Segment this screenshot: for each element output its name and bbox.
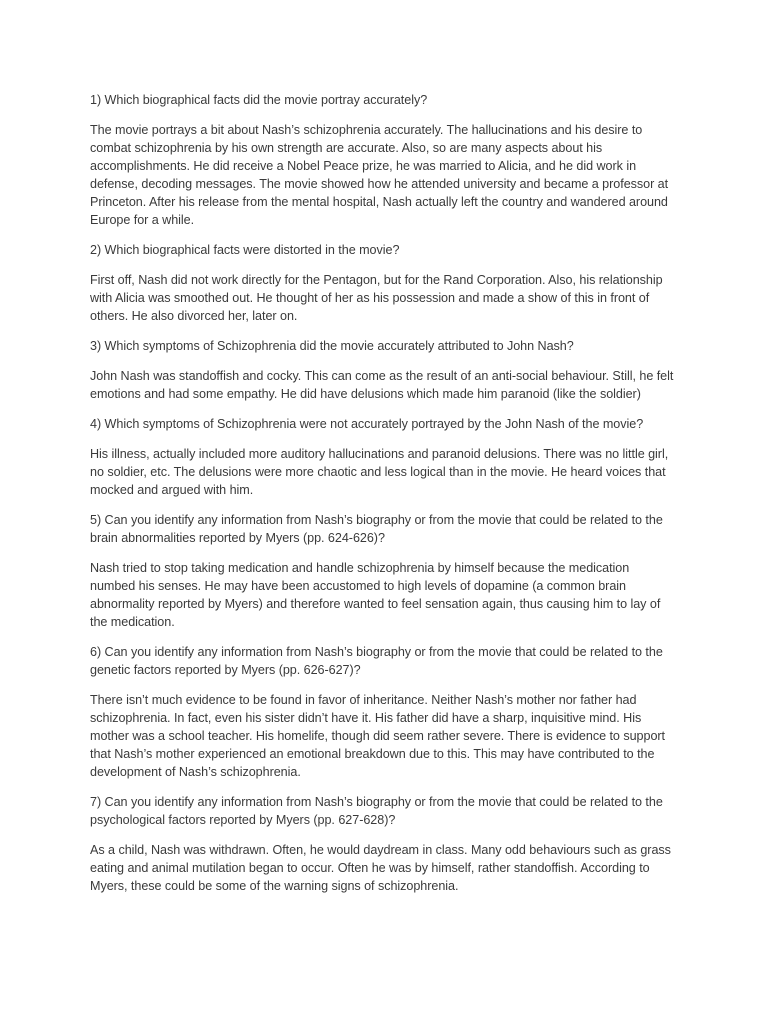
text-line: abnormality reported by Myers) and therefore wanted to feel sensation again, thus causing him to lay of	[90, 597, 661, 611]
text-line: 6) Can you identify any information from Nash’s biography or from the movie that could be related to the	[90, 645, 663, 659]
text-line: John Nash was standoffish and cocky. This can come as the result of an anti-social behaviour. Still, he felt	[90, 369, 674, 383]
answer-paragraph	[90, 445, 680, 499]
text-line: psychological factors reported by Myers (pp. 627-628)?	[90, 813, 396, 827]
text-line: 4) Which symptoms of Schizophrenia were not accurately portrayed by the John Nash of the movie?	[90, 417, 644, 431]
text-line: emotions and had some empathy. He did have delusions which made him paranoid (like the soldier)	[90, 387, 641, 401]
text-line: with Alicia was smoothed out. He thought of her as his possession and made a show of this in front of	[90, 291, 650, 305]
text-line: His illness, actually included more auditory hallucinations and paranoid delusions. There was no little girl,	[90, 447, 669, 461]
text-line: genetic factors reported by Myers (pp. 626-627)?	[90, 663, 361, 677]
text-line: Europe for a while.	[90, 213, 195, 227]
question-paragraph	[90, 241, 680, 259]
text-line: no soldier, etc. The delusions were more chaotic and less logical than in the movie. He heard voices that	[90, 465, 666, 479]
text-line: Nash tried to stop taking medication and handle schizophrenia by himself because the medication	[90, 561, 630, 575]
text-line: the medication.	[90, 615, 175, 629]
text-line: development of Nash’s schizophrenia.	[90, 765, 301, 779]
answer-paragraph	[90, 559, 680, 631]
text-line: Princeton. After his release from the mental hospital, Nash actually left the country and wandered around	[90, 195, 668, 209]
text-line: There isn’t much evidence to be found in favor of inheritance. Neither Nash’s mother nor father had	[90, 693, 637, 707]
question-paragraph	[90, 793, 680, 829]
answer-paragraph	[90, 121, 680, 229]
question-paragraph	[90, 511, 680, 547]
answer-paragraph	[90, 841, 680, 895]
text-line: 7) Can you identify any information from Nash’s biography or from the movie that could be related to the	[90, 795, 663, 809]
question-paragraph	[90, 643, 680, 679]
text-line: mother was a school teacher. His homelife, though did seem rather severe. There is evidence to support	[90, 729, 665, 743]
text-line: 5) Can you identify any information from Nash’s biography or from the movie that could be related to the	[90, 513, 663, 527]
text-line: First off, Nash did not work directly for the Pentagon, but for the Rand Corporation. Also, his relationship	[90, 273, 663, 287]
answer-paragraph	[90, 271, 680, 325]
document-page	[90, 91, 680, 907]
text-line: defense, decoding messages. The movie showed how he attended university and became a professor at	[90, 177, 669, 191]
text-line: mocked and argued with him.	[90, 483, 254, 497]
question-paragraph	[90, 415, 680, 433]
text-line: schizophrenia. In fact, even his sister didn’t have it. His father did have a sharp, inquisitive mind. His	[90, 711, 642, 725]
text-line: 3) Which symptoms of Schizophrenia did the movie accurately attributed to John Nash?	[90, 339, 574, 353]
text-line: that Nash’s mother experienced an emotional breakdown due to this. This may have contributed to the	[90, 747, 655, 761]
text-line: Myers, these could be some of the warning signs of schizophrenia.	[90, 879, 459, 893]
text-line: 2) Which biographical facts were distorted in the movie?	[90, 243, 400, 257]
text-line: accomplishments. He did receive a Nobel Peace prize, he was married to Alicia, and he did work in	[90, 159, 637, 173]
text-line: 1) Which biographical facts did the movie portray accurately?	[90, 93, 428, 107]
question-paragraph	[90, 337, 680, 355]
text-line: combat schizophrenia by his own strength are accurate. Also, so are many aspects about his	[90, 141, 603, 155]
text-line: brain abnormalities reported by Myers (pp. 624-626)?	[90, 531, 385, 545]
answer-paragraph	[90, 367, 680, 403]
text-line: eating and animal mutilation began to occur. Often he was by himself, rather standoffish. According to	[90, 861, 650, 875]
text-line: numbed his senses. He may have been accustomed to high levels of dopamine (a common brain	[90, 579, 626, 593]
answer-paragraph	[90, 691, 680, 781]
question-paragraph	[90, 91, 680, 109]
text-line: others. He also divorced her, later on.	[90, 309, 298, 323]
text-line: The movie portrays a bit about Nash’s schizophrenia accurately. The hallucinations and his desire to	[90, 123, 643, 137]
text-line: As a child, Nash was withdrawn. Often, he would daydream in class. Many odd behaviours such as grass	[90, 843, 671, 857]
